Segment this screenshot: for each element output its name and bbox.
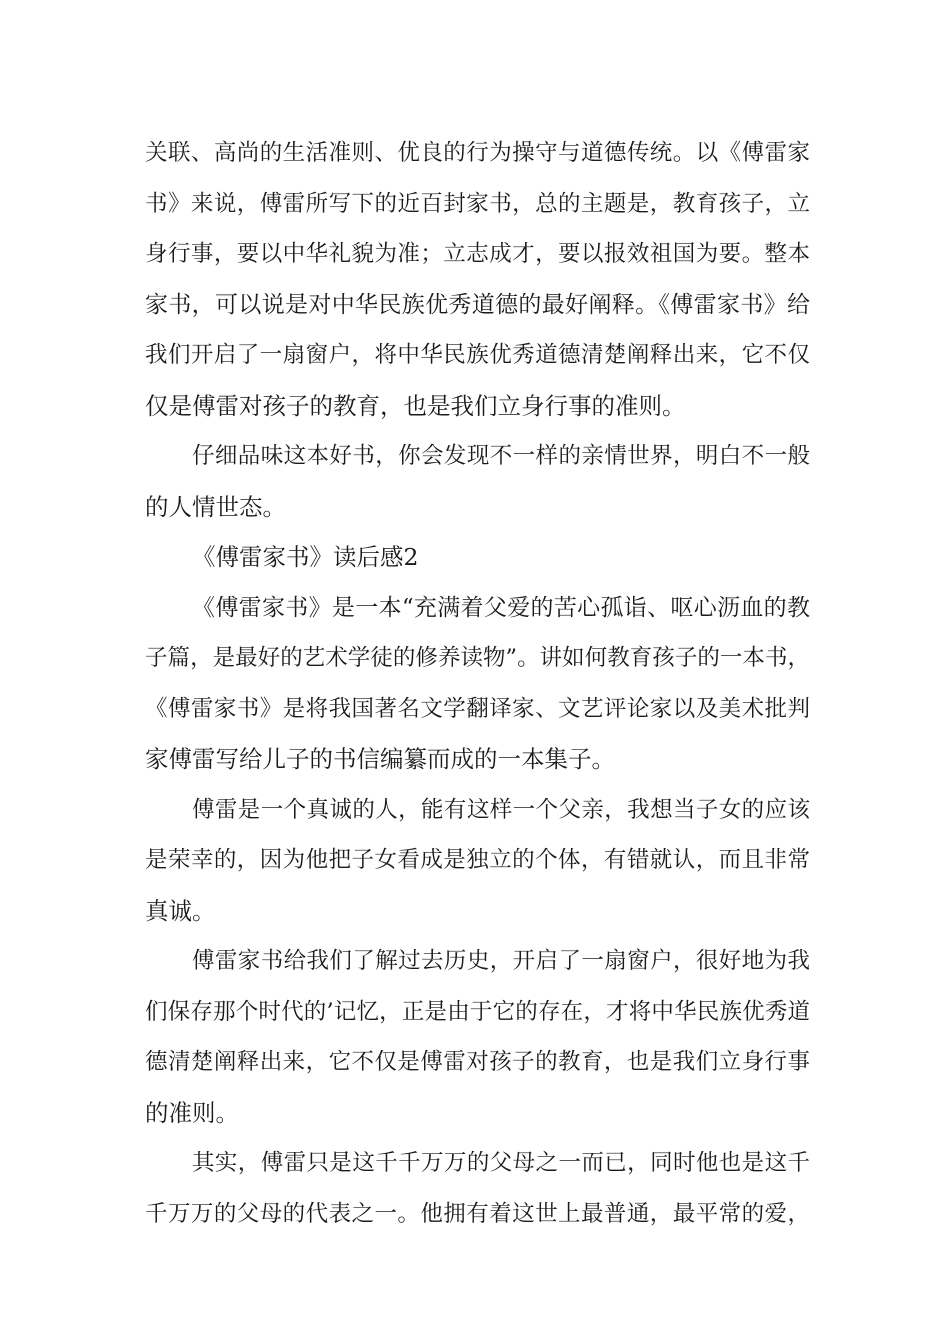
text-line: 关联、高尚的生活准则、优良的行为操守与道德传统。以《傅雷家 bbox=[145, 140, 810, 166]
text-line: 书》来说，傅雷所写下的近百封家书，总的主题是，教育孩子，立 bbox=[145, 190, 810, 217]
text-line: 千万万的父母的代表之一。他拥有着这世上最普通，最平常的爱， bbox=[145, 1200, 810, 1227]
text-line: 傅雷家书给我们了解过去历史，开启了一扇窗户，很好地为我 bbox=[192, 948, 810, 974]
text-line: 仅是傅雷对孩子的教育，也是我们立身行事的准则。 bbox=[145, 391, 686, 420]
text-line: 的准则。 bbox=[145, 1098, 239, 1127]
text-line: 《傅雷家书》是将我国著名文学翻译家、文艺评论家以及美术批判 bbox=[145, 695, 810, 722]
text-line: 我们开启了一扇窗户，将中华民族优秀道德清楚阐释出来，它不仅 bbox=[145, 342, 810, 368]
text-line: 仔细品味这本好书，你会发现不一样的亲情世界，明白不一般 bbox=[192, 443, 810, 469]
text-line: 是荣幸的，因为他把子女看成是独立的个体，有错就认，而且非常 bbox=[145, 847, 810, 873]
text-line: 真诚。 bbox=[145, 896, 216, 925]
text-line: 德清楚阐释出来，它不仅是傅雷对孩子的教育，也是我们立身行事 bbox=[145, 1049, 810, 1075]
text-line: 傅雷是一个真诚的人，能有这样一个父亲，我想当子女的应该 bbox=[192, 796, 810, 823]
text-line: 其实，傅雷只是这千千万万的父母之一而已，同时他也是这千 bbox=[192, 1150, 810, 1176]
text-line: 身行事，要以中华礼貌为准；立志成才，要以报效祖国为要。整本 bbox=[145, 241, 810, 267]
text-line: 子篇，是最好的艺术学徒的修养读物”。讲如何教育孩子的一本书， bbox=[145, 645, 810, 671]
text-line: 《傅雷家书》读后感2 bbox=[192, 543, 419, 571]
text-line: 的人情世态。 bbox=[145, 492, 286, 521]
text-line: 们保存那个时代的’记忆，正是由于它的存在，才将中华民族优秀道 bbox=[145, 998, 810, 1025]
text-line: 家傅雷写给儿子的书信编纂而成的一本集子。 bbox=[145, 745, 615, 773]
document-body bbox=[145, 128, 810, 1239]
text-line: 《傅雷家书》是一本“充满着父爱的苦心孤诣、呕心沥血的教 bbox=[192, 594, 810, 621]
text-line: 家书，可以说是对中华民族优秀道德的最好阐释。《傅雷家书》给 bbox=[145, 291, 810, 318]
